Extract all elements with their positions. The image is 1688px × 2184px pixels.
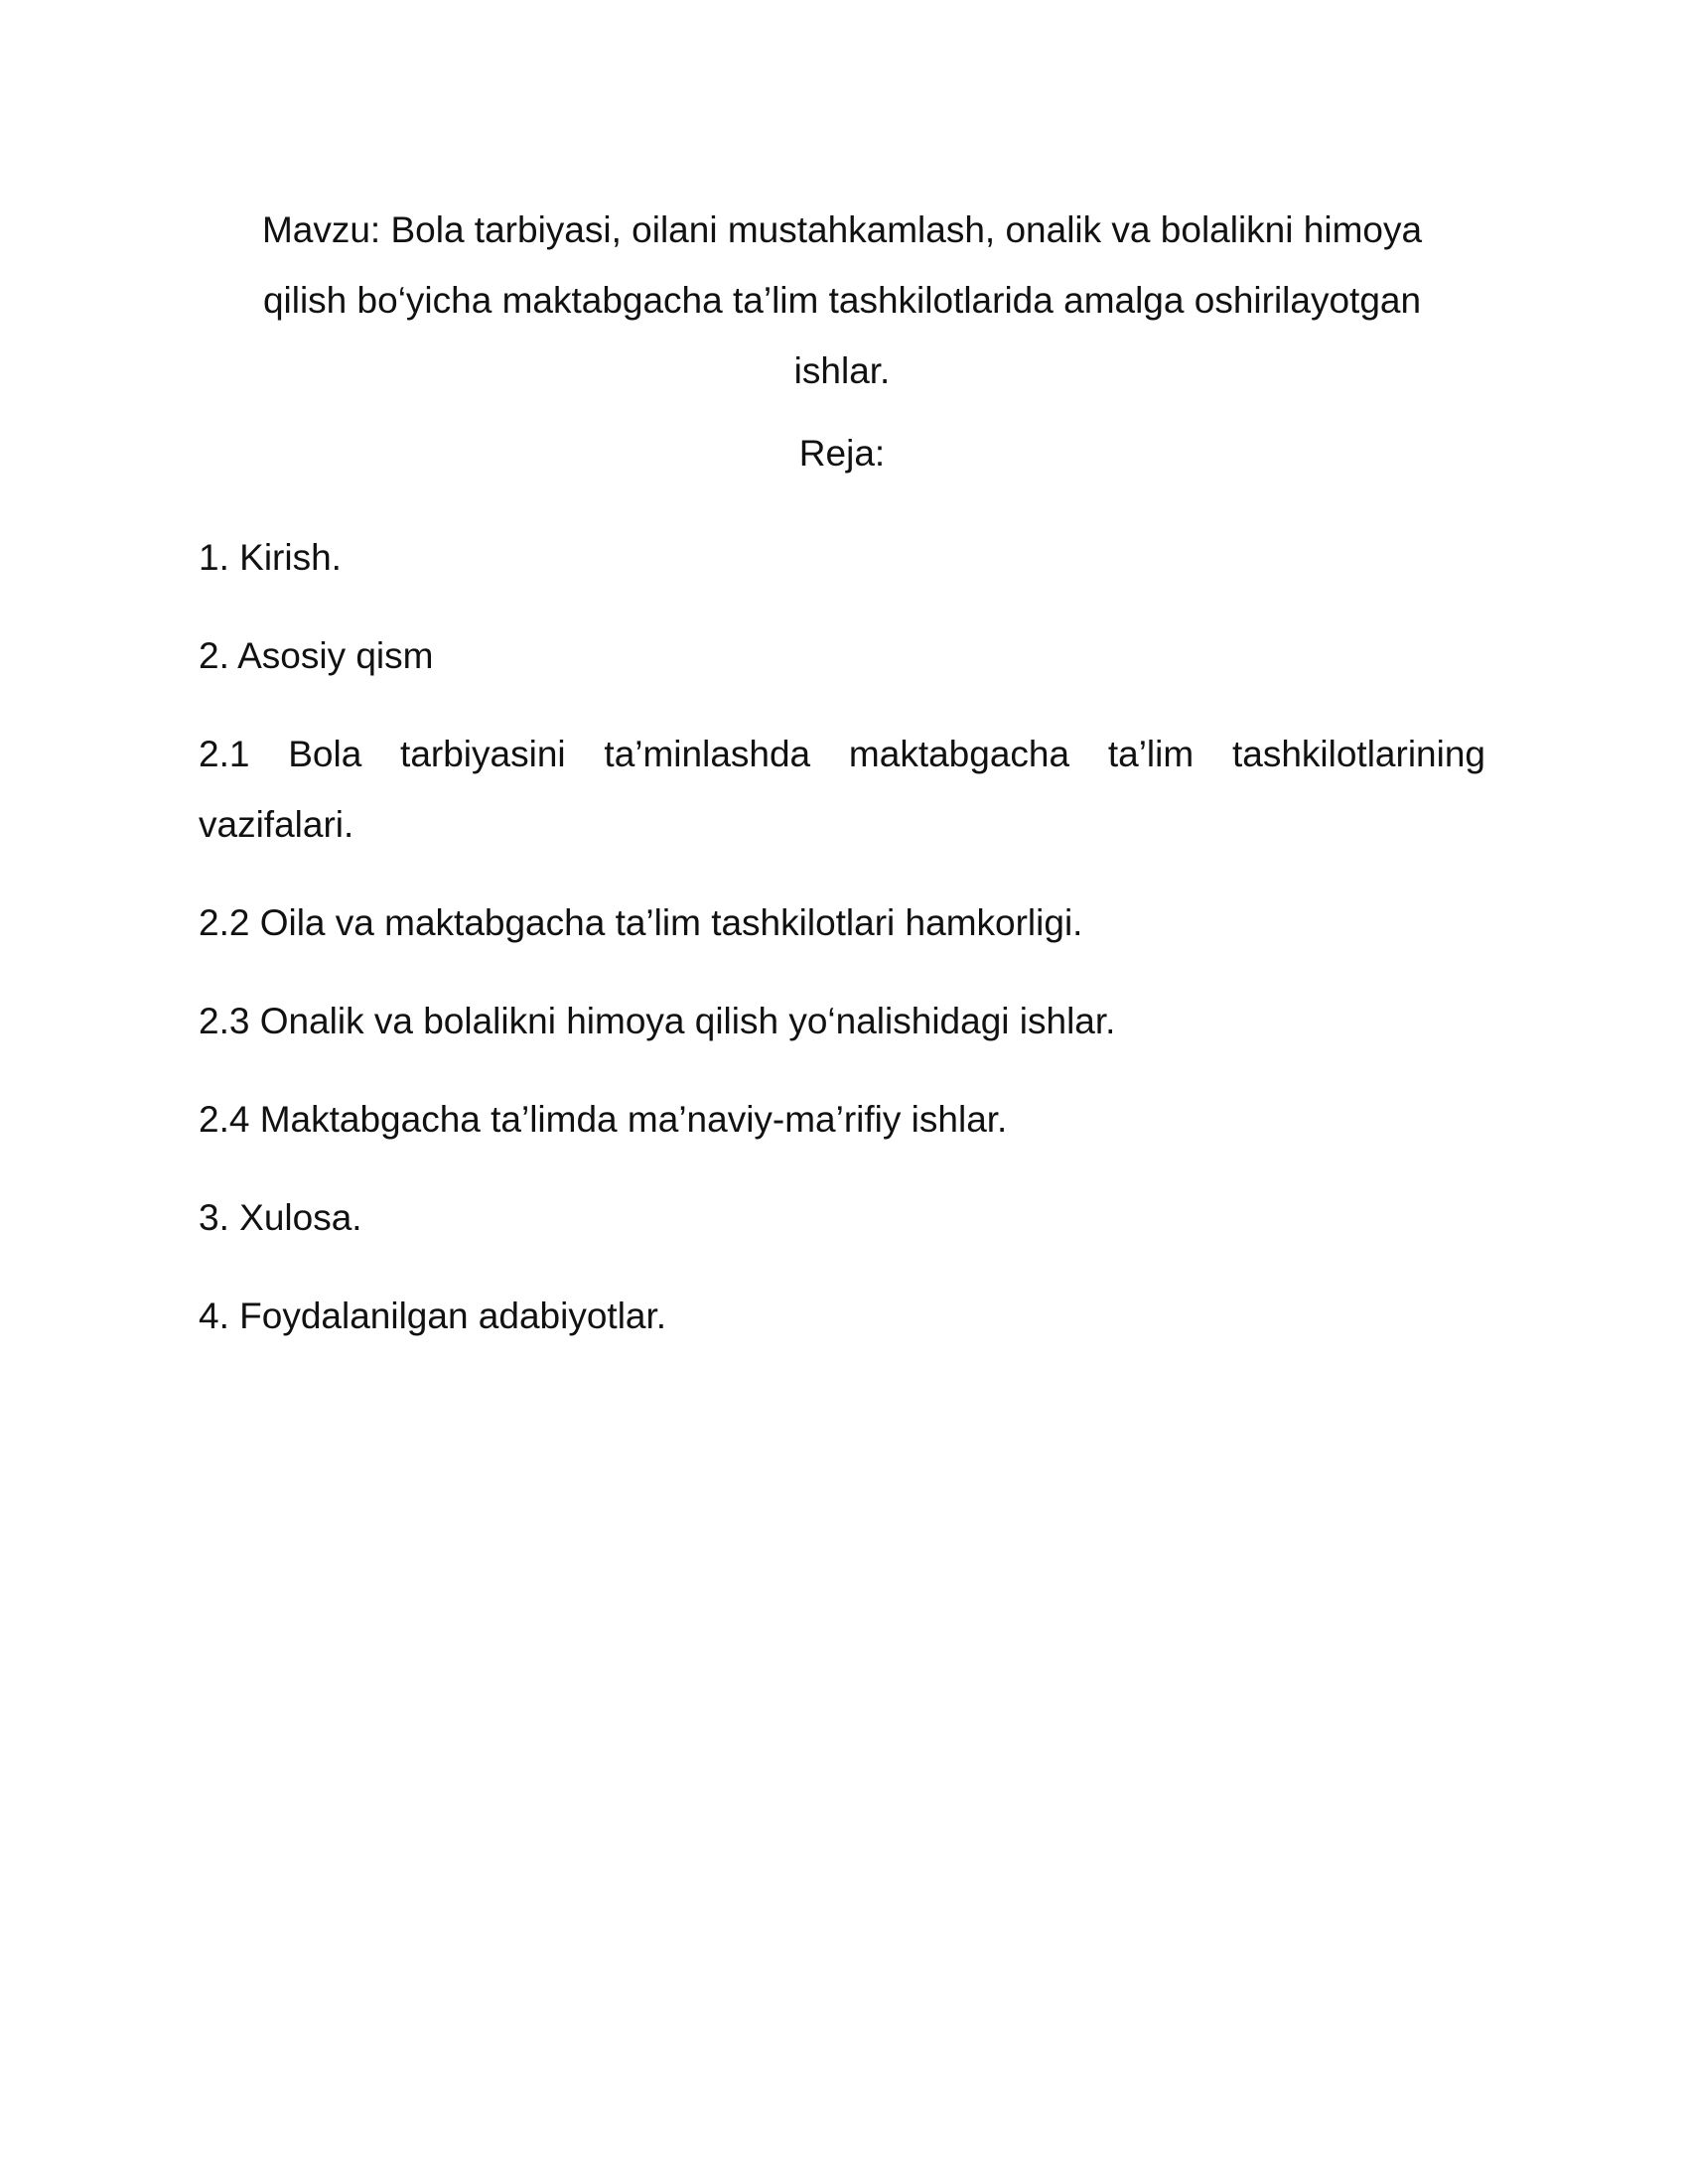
plan-item-1: 1. Kirish. <box>199 537 342 578</box>
plan-item-2-4: 2.4 Maktabgacha ta’limda ma’naviy-ma’rifiy ishlar. <box>199 1099 1008 1140</box>
plan-list <box>199 522 1485 1351</box>
plan-item-4: 4. Foydalanilgan adabiyotlar. <box>199 1296 667 1336</box>
plan-item-2: 2. Asosiy qism <box>199 635 434 676</box>
document-content <box>199 195 1485 1379</box>
plan-heading: Reja: <box>798 433 886 474</box>
document-title: Mavzu: Bola tarbiyasi, oilani mustahkamlash, onalik va bolalikni himoya qilish bo‘yicha maktabgacha ta’lim tashkilotlarida amalga oshirilayotgan ishlar. <box>261 209 1423 391</box>
plan-item-3: 3. Xulosa. <box>199 1197 362 1238</box>
plan-item-2-1: 2.1 Bola tarbiyasini ta’minlashda maktabgacha ta’lim tashkilotlarining vazifalari. <box>199 734 1485 845</box>
plan-item-2-2: 2.2 Oila va maktabgacha ta’lim tashkilotlari hamkorligi. <box>199 902 1083 943</box>
plan-item-2-3: 2.3 Onalik va bolalikni himoya qilish yo‘nalishidagi ishlar. <box>199 1001 1116 1041</box>
